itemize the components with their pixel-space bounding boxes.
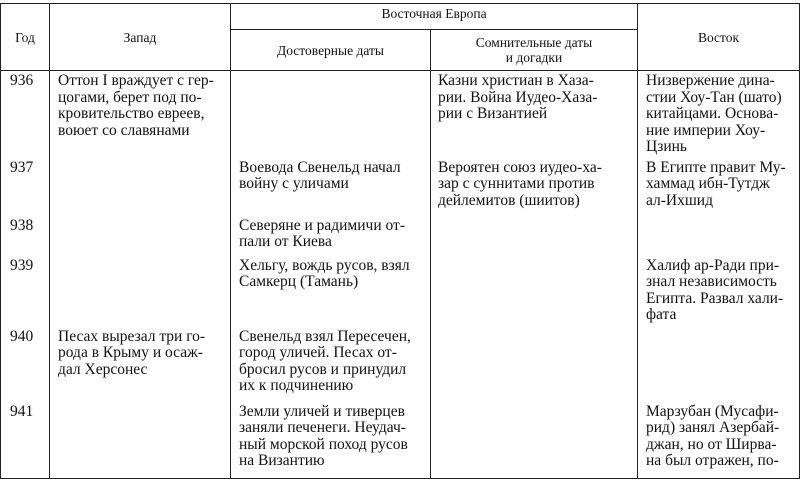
header-eastern-europe: Восточная Европа bbox=[231, 4, 638, 30]
cell-reliable bbox=[231, 71, 431, 158]
cell-doubtful bbox=[431, 216, 638, 256]
cell-reliable: Хельгу, вождь русов, взял Самкерц (Тамань) bbox=[231, 256, 431, 327]
cell-year: 938 bbox=[1, 216, 50, 256]
cell-reliable: Земли уличей и тиверцев заняли печенеги. Неудач- ный морской поход русов на Византию bbox=[231, 402, 431, 479]
cell-year: 937 bbox=[1, 158, 50, 216]
header-west: Запад bbox=[50, 4, 231, 71]
cell-west bbox=[50, 256, 231, 327]
cell-east: Марзубан (Мусафи- рид) занял Азербай- джан, но от Ширва- на был отражен, по- bbox=[638, 402, 800, 479]
cell-year: 941 bbox=[1, 402, 50, 479]
cell-west bbox=[50, 158, 231, 216]
cell-year: 936 bbox=[1, 71, 50, 158]
table-row bbox=[1, 256, 800, 327]
cell-reliable: Воевода Свенельд начал войну с уличами bbox=[231, 158, 431, 216]
table-row bbox=[1, 158, 800, 216]
cell-reliable: Свенельд взял Пересечен, город уличей. Песах от- бросил русов и принудил их к подчинению bbox=[231, 327, 431, 402]
cell-year: 939 bbox=[1, 256, 50, 327]
cell-west: Песах вырезал три го- рода в Крыму и осаж- дал Херсонес bbox=[50, 327, 231, 402]
cell-doubtful bbox=[431, 402, 638, 479]
cell-east: В Египте правит Му- хаммад ибн-Тутдж ал-Ихшид bbox=[638, 158, 800, 216]
header-reliable-dates: Достоверные даты bbox=[231, 30, 431, 71]
chronology-table bbox=[0, 3, 800, 479]
cell-doubtful bbox=[431, 256, 638, 327]
header-east: Восток bbox=[638, 4, 800, 71]
table-row bbox=[1, 71, 800, 158]
cell-reliable: Северяне и радимичи от- пали от Киева bbox=[231, 216, 431, 256]
cell-doubtful bbox=[431, 327, 638, 402]
table-body bbox=[1, 71, 800, 479]
header-year: Год bbox=[1, 4, 50, 71]
cell-east bbox=[638, 327, 800, 402]
cell-east bbox=[638, 216, 800, 256]
cell-east: Низвержение дина- стии Хоу-Тан (шато) китайцами. Основа- ние империи Хоу- Цзинь bbox=[638, 71, 800, 158]
cell-doubtful: Казни христиан в Хаза- рии. Война Иудео-Хаза- рии с Византией bbox=[431, 71, 638, 158]
cell-east: Халиф ар-Ради при- знал независимость Египта. Развал хали- фата bbox=[638, 256, 800, 327]
table-header bbox=[1, 4, 800, 71]
header-doubtful-dates: Сомнительные даты и догадки bbox=[431, 30, 638, 71]
cell-west bbox=[50, 402, 231, 479]
table-row bbox=[1, 216, 800, 256]
cell-doubtful: Вероятен союз иудео-ха- зар с суннитами против дейлемитов (шиитов) bbox=[431, 158, 638, 216]
cell-west bbox=[50, 216, 231, 256]
cell-west: Оттон I враждует с гер- цогами, берет под по- кровительство евреев, воюет со славянами bbox=[50, 71, 231, 158]
cell-year: 940 bbox=[1, 327, 50, 402]
table-row bbox=[1, 402, 800, 479]
table-row bbox=[1, 327, 800, 402]
